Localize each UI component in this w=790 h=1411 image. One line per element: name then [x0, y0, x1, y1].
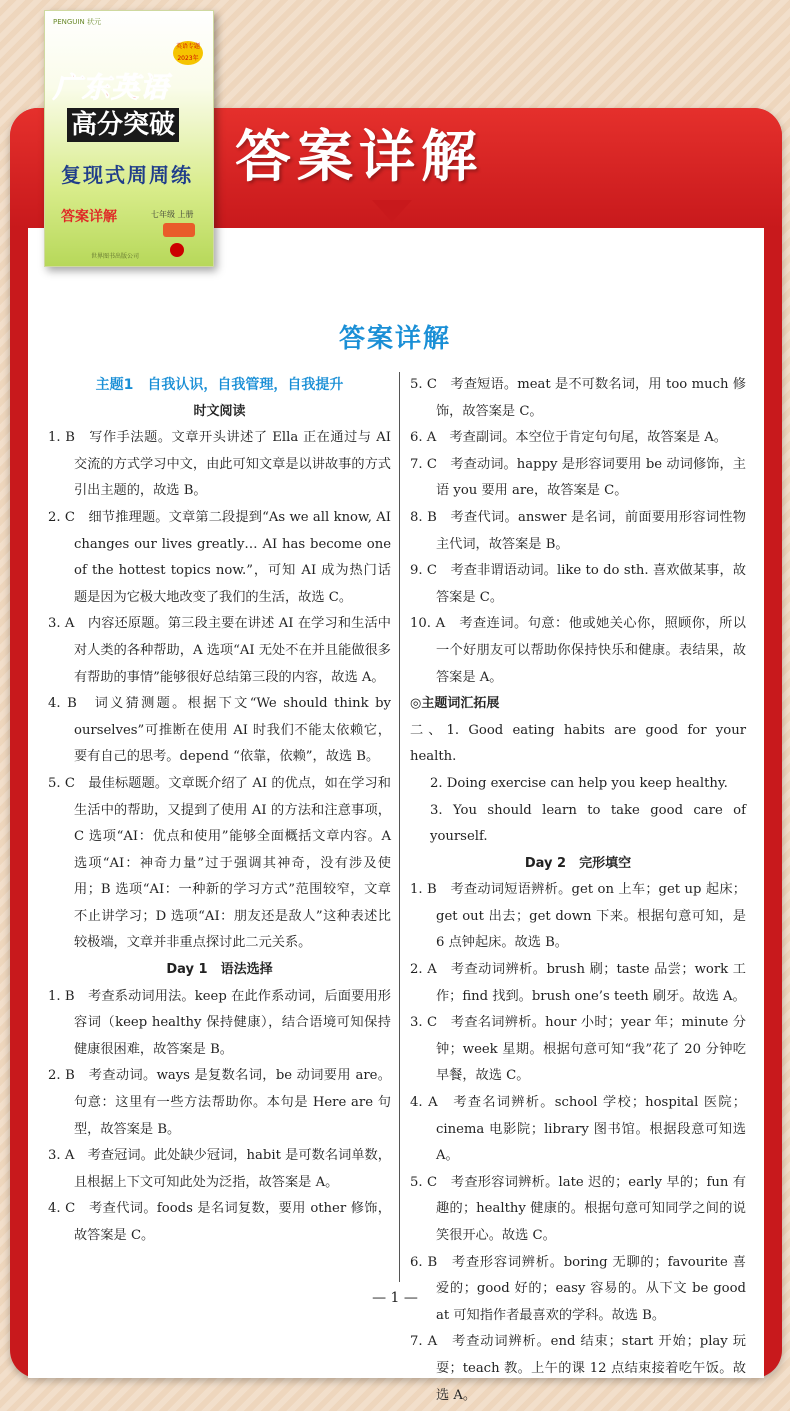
answer-item: 4. C 考查代词。foods 是名词复数，要用 other 修饰，故答案是 C。	[48, 1201, 391, 1243]
answer-item: 6. A 考查副词。本空位于肯定句句尾，故答案是 A。	[410, 430, 727, 446]
book-grade: 七年级 上册	[151, 210, 194, 219]
answer-item: 6. B 考查形容词辨析。boring 无聊的；favourite 喜爱的；good 好的；easy 容易的。从下文 be good at 可知指作者最喜欢的学科。故选 B。	[410, 1254, 746, 1323]
right-column	[410, 372, 746, 1409]
vocab-item: 二、1. Good eating habits are good for your health.	[410, 722, 746, 765]
page-number: — 1 —	[372, 1290, 418, 1306]
answer-item: 1. B 考查系动词用法。keep 在此作系动词，后面要用形容词（keep healthy 保持健康），结合语境可知保持健康很困难，故答案是 B。	[48, 988, 391, 1057]
answer-item: 8. B 考查代词。answer 是名词，前面要用形容词性物主代词，故答案是 B。	[410, 509, 746, 552]
book-brand: PENGUIN 状元	[53, 18, 101, 26]
section-heading-day2: Day 2 完形填空	[524, 855, 632, 871]
section-heading-day1: Day 1 语法选择	[166, 962, 273, 978]
topic-heading: 主题1 自我认识，自我管理，自我提升	[95, 377, 344, 393]
vocab-item: 3. You should learn to take good care of yourself.	[430, 802, 746, 845]
answer-item: 2. B 考查动词。ways 是复数名词，be 动词要用 are。句意：这里有一些方法帮助你。本句是 Here are 句型，故答案是 B。	[48, 1068, 391, 1137]
banner-title: 答案详解	[235, 125, 483, 190]
answer-item: 4. B 词义猜测题。根据下文“We should think by ourselves”可推断在使用 AI 时我们不能太依赖它，要有自己的思考。depend “依靠，依赖”，故选 B。	[48, 696, 391, 765]
answer-item: 2. A 考查动词辨析。brush 刷；taste 品尝；work 工作；find 找到。brush one’s teeth 刷牙。故选 A。	[410, 962, 746, 1004]
book-publisher: 世界图书出版公司	[91, 253, 140, 260]
answer-item: 7. A 考查动词辨析。end 结束；start 开始；play 玩耍；teach 教。上午的课 12 点结束接着吃午饭。故选 A。	[410, 1334, 746, 1403]
answer-item: 1. B 考查动词短语辨析。get on 上车；get up 起床；get out 出去；get down 下来。根据句意可知，是 6 点钟起床。故选 B。	[410, 882, 746, 951]
book-badge: 英语专题 2023年	[173, 41, 203, 65]
book-seal-round	[170, 243, 184, 257]
answer-item: 3. A 考查冠词。此处缺少冠词，habit 是可数名词单数，且根据上下文可知此处为泛指，故答案是 A。	[48, 1148, 391, 1190]
left-column	[48, 372, 391, 1250]
vocab-item: 2. Doing exercise can help you keep healthy.	[430, 775, 728, 791]
vocab-heading: ◎主题词汇拓展	[410, 696, 500, 712]
answer-item: 7. C 考查动词。happy 是形容词要用 be 动词修饰，主语 you 要用 are，故答案是 C。	[410, 456, 746, 499]
answer-item: 3. A 内容还原题。第三段主要在讲述 AI 在学习和生活中对人类的各种帮助，A 选项“AI 无处不在并且能做很多有帮助的事情”能够很好总结第三段的内容，故选 A。	[48, 616, 391, 685]
answer-item: 10. A 考查连词。句意：他或她关心你，照顾你，所以一个好朋友可以帮助你保持快乐和健康。表结果，故答案是 A。	[410, 616, 746, 685]
column-divider	[399, 372, 400, 1282]
book-title-line3: 复现式周周练	[61, 163, 193, 187]
page-title: 答案详解	[338, 324, 451, 354]
answer-item: 5. C 考查短语。meat 是不可数名词，用 too much 修饰，故答案是 C。	[410, 377, 746, 419]
answer-item: 3. C 考查名词辨析。hour 小时；year 年；minute 分钟；week 星期。根据句意可知“我”花了 20 分钟吃早餐，故选 C。	[410, 1015, 746, 1084]
answer-item: 9. C 考查非谓语动词。like to do sth. 喜欢做某事，故答案是 C。	[410, 563, 746, 605]
book-seal	[163, 223, 195, 237]
answer-item: 5. C 考查形容词辨析。late 迟的；early 早的；fun 有趣的；healthy 健康的。根据句意可知同学之间的说笑很开心。故选 C。	[410, 1174, 746, 1243]
answer-item: 1. B 写作手法题。文章开头讲述了 Ella 正在通过与 AI 交流的方式学习中文，由此可知文章是以讲故事的方式引出主题的，故选 B。	[48, 430, 391, 499]
answer-item: 4. A 考查名词辨析。school 学校；hospital 医院；cinema 电影院；library 图书馆。根据段意可知选 A。	[410, 1095, 746, 1164]
book-subtitle: 答案详解	[61, 209, 117, 225]
section-heading-reading: 时文阅读	[193, 403, 246, 419]
answer-item: 5. C 最佳标题题。文章既介绍了 AI 的优点，如在学习和生活中的帮助，又提到了使用 AI 的方法和注意事项，C 选项“AI：优点和使用”能够全面概括文章内容。A 选项“AI：神奇力量”过于强调其神奇，没有涉及使用；B 选项“AI：一种新的学习方式”范围较窄，文章不止讲学习；D 选项“AI：朋友还是敌人”这种表述比较极端，文章并非重点探讨此二元关系。	[48, 775, 391, 951]
banner-notch	[372, 200, 412, 222]
book-title-line2: 高分突破	[67, 108, 179, 142]
answer-item: 2. C 细节推理题。文章第二段提到“As we all know, AI changes our lives greatly… AI has become one of the hottest topics now.”，可知 AI 成为热门话题是因为它极大地改变了我们的生活，故选 C。	[48, 509, 391, 605]
book-cover	[44, 10, 214, 267]
book-title-line1: 广东英语	[53, 71, 170, 104]
